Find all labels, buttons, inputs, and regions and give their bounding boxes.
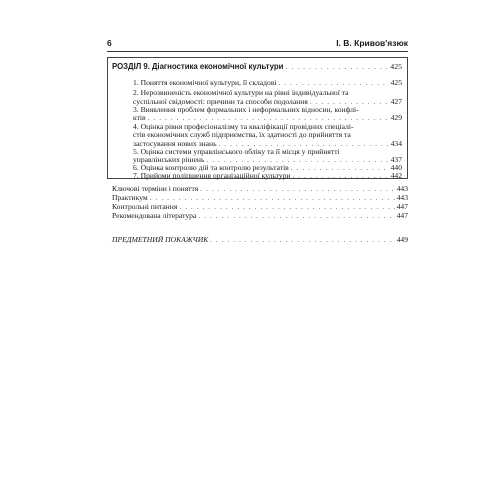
page-ref: 434 — [390, 139, 402, 148]
section-title: 7. Прийоми поліпшення організаційної культури — [133, 171, 291, 180]
toc-section-4-line2: стів економічних служб підприємства, їх здатності до прийняття та — [133, 130, 351, 139]
leader-dots — [285, 63, 388, 72]
section-title: 1. Поняття економічної культури, її складові — [133, 78, 277, 87]
leader-dots — [210, 236, 394, 245]
header-rule — [107, 51, 408, 52]
leader-dots — [198, 212, 394, 221]
running-head — [107, 38, 408, 48]
entry-title: ПРЕДМЕТНИЙ ПОКАЖЧИК — [112, 235, 209, 244]
toc-section-1[interactable] — [133, 79, 402, 88]
author-name: І. В. Кривов'язюк — [336, 38, 408, 48]
section-title: 6. Оцінка контролю дій та контролю результатів — [133, 163, 289, 172]
toc-section-3-line1: 3. Виявлення проблем формальних і неформальних відносин, конфлі- — [133, 105, 359, 114]
page-ref: 437 — [390, 155, 402, 164]
toc-subject-index[interactable] — [112, 236, 408, 245]
page-number: 6 — [107, 38, 112, 48]
toc-section-2-line1: 2. Нерозвиненість економічної культури на рівні індивідуальної та — [133, 88, 349, 97]
page-ref: 425 — [390, 78, 402, 87]
section-title: управлінських рішень — [133, 155, 205, 164]
page-ref: 449 — [396, 235, 408, 244]
page-ref: 442 — [390, 171, 402, 180]
toc-section-7[interactable] — [133, 172, 402, 181]
leader-dots — [200, 185, 394, 194]
toc-recommended-literature[interactable] — [112, 212, 408, 221]
page-ref: 443 — [396, 184, 408, 193]
page-ref: 440 — [390, 163, 402, 172]
page-ref: 447 — [396, 202, 408, 211]
leader-dots — [279, 79, 389, 88]
toc-key-terms[interactable] — [112, 185, 408, 194]
page-ref: 429 — [390, 113, 402, 122]
page-ref: 447 — [396, 211, 408, 220]
toc-section-4-line1: 4. Оцінка рівня професіоналізму та кваліфікації провідних спеціалі- — [133, 122, 354, 131]
leader-dots — [293, 172, 389, 181]
section-title: суспільної свідомості: причини та способи подолання — [133, 97, 308, 106]
entry-title: Рекомендована література — [112, 211, 197, 220]
chapter-label: РОЗДІЛ 9. — [112, 62, 150, 71]
entry-title: Практикум — [112, 193, 148, 202]
page-ref: 427 — [390, 97, 402, 106]
page-ref: 443 — [396, 193, 408, 202]
entry-title: Ключові терміни і поняття — [112, 184, 199, 193]
page-ref: 425 — [390, 62, 402, 71]
toc-section-5-line1: 5. Оцінка системи управлінського обліку та її місця у прийнятті — [133, 147, 340, 156]
leader-dots — [150, 194, 395, 203]
toc-chapter-9[interactable] — [112, 63, 402, 72]
section-title: ктів — [133, 113, 146, 122]
section-title: застосування нових знань — [133, 139, 217, 148]
entry-title: Контрольні питання — [112, 202, 178, 211]
chapter-title: Діагностика економічної культури — [151, 62, 284, 71]
leader-dots — [179, 203, 394, 212]
